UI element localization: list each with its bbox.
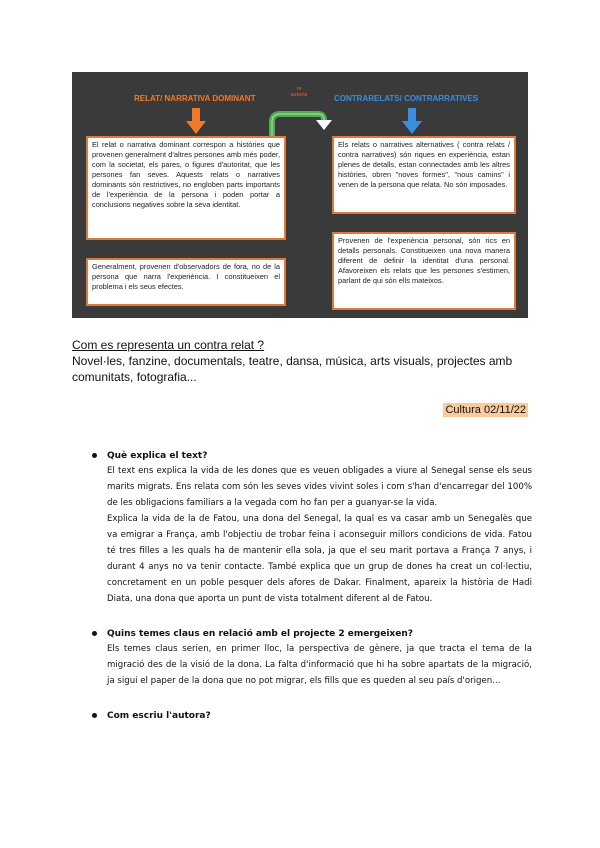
answer-paragraph: Els temes claus serien, en primer lloc, la perspectiva de gènere, ja que tracta el tema de la migració des de la visió de la dona. La falta d'informació que hi ha sobre apartats de la migració, ja sigui el paper de la dona que no pot migrar, els fills que es queden al seu país d'origen... xyxy=(107,644,532,686)
question-list xyxy=(92,449,532,743)
question-title: Com escriu l'autora? xyxy=(107,711,211,721)
section-body: Novel·les, fanzine, documentals, teatre, dansa, música, arts visuals, projectes amb comunitats, fotografia... xyxy=(72,354,513,384)
date-tag: Cultura 02/11/22 xyxy=(445,404,526,416)
narrative-diagram xyxy=(72,72,528,318)
green-curved-arrow-icon xyxy=(266,108,336,138)
dominant-narrative-box: El relat o narrativa dominant correspon a històries que provenen generalment d'altres persones amb més poder, com la societat, els pares, o figures d'autoritat, que les persones fan seves. Aquests relats o narratives dominants són restrictives, no engloben parts importants de l'experiència de la persona i poden portar a conclusions negatives sobre la seva identitat. xyxy=(86,136,286,240)
bullet-icon xyxy=(92,713,97,718)
list-item xyxy=(92,449,532,607)
counter-origin-box: Provenen de l'experiència personal, són rics en detalls personals. Constitueixen una nova manera diferent de definir la identitat d'una personal. Afavoreixen els relats que les persones s'estimen, parlant de qui són ells mateixos. xyxy=(332,232,516,310)
answer-paragraph: Explica la vida de la de Fatou, una dona del Senegal, la qual es va casar amb un Senegalès que va emigrar a França, amb l'objectiu de trobar feina i aconseguir millors condicions de vida. Fatou té tres filles a les quals ha de mantenir ella sola, ja que el seu marit portava a França 7 anys, i durant 4 anys no va tenir contacte. També explica que un grup de dones ha creat un col·lectiu, concretament en un poble pesquer dels afores de Dakar. Finalment, apareix la història de Hadi Diata, una dona que aporta un punt de vista totalment diferent al de Fatou. xyxy=(107,514,532,604)
counter-narrative-box: Els relats o narratives alternatives ( contra relats / contra narratives) són riques en experiència, estan plenes de detalls, estan connectades amb les altres històries, obren "noves formes", "nous camins" i venen de la persona que relata. No són imposades. xyxy=(332,136,516,214)
list-item xyxy=(92,709,532,723)
dominant-origin-box: Generalment, provenen d'observadors de fora, no de la persona que narra l'experiència. I constitueixen el problema i els seus efectes. xyxy=(86,258,286,306)
bullet-icon xyxy=(92,453,97,458)
section-title: Com es representa un contra relat ? xyxy=(72,338,265,352)
dominant-narrative-header: RELAT/ NARRATIVA DOMINANT xyxy=(134,94,256,103)
reauthoring-label: re autoria xyxy=(290,86,308,98)
bullet-icon xyxy=(92,631,97,636)
answer-paragraph: El text ens explica la vida de les dones que es veuen obligades a viure al Senegal sense els seus marits migrats. Ens relata com són les seves vides vivint soles i com s'han d'encarregar del 100% de les obligacions familiars a la vegada com ho fan per a guanyar-se la vida. xyxy=(107,466,532,508)
question-title: Quins temes claus en relació amb el projecte 2 emergeixen? xyxy=(107,629,413,639)
list-item xyxy=(92,627,532,689)
orange-down-arrow-icon xyxy=(186,108,206,134)
counter-narrative-header: CONTRARELATS/ CONTRARRATIVES xyxy=(334,94,479,103)
question-title: Què explica el text? xyxy=(107,451,208,461)
blue-down-arrow-icon xyxy=(402,108,422,134)
